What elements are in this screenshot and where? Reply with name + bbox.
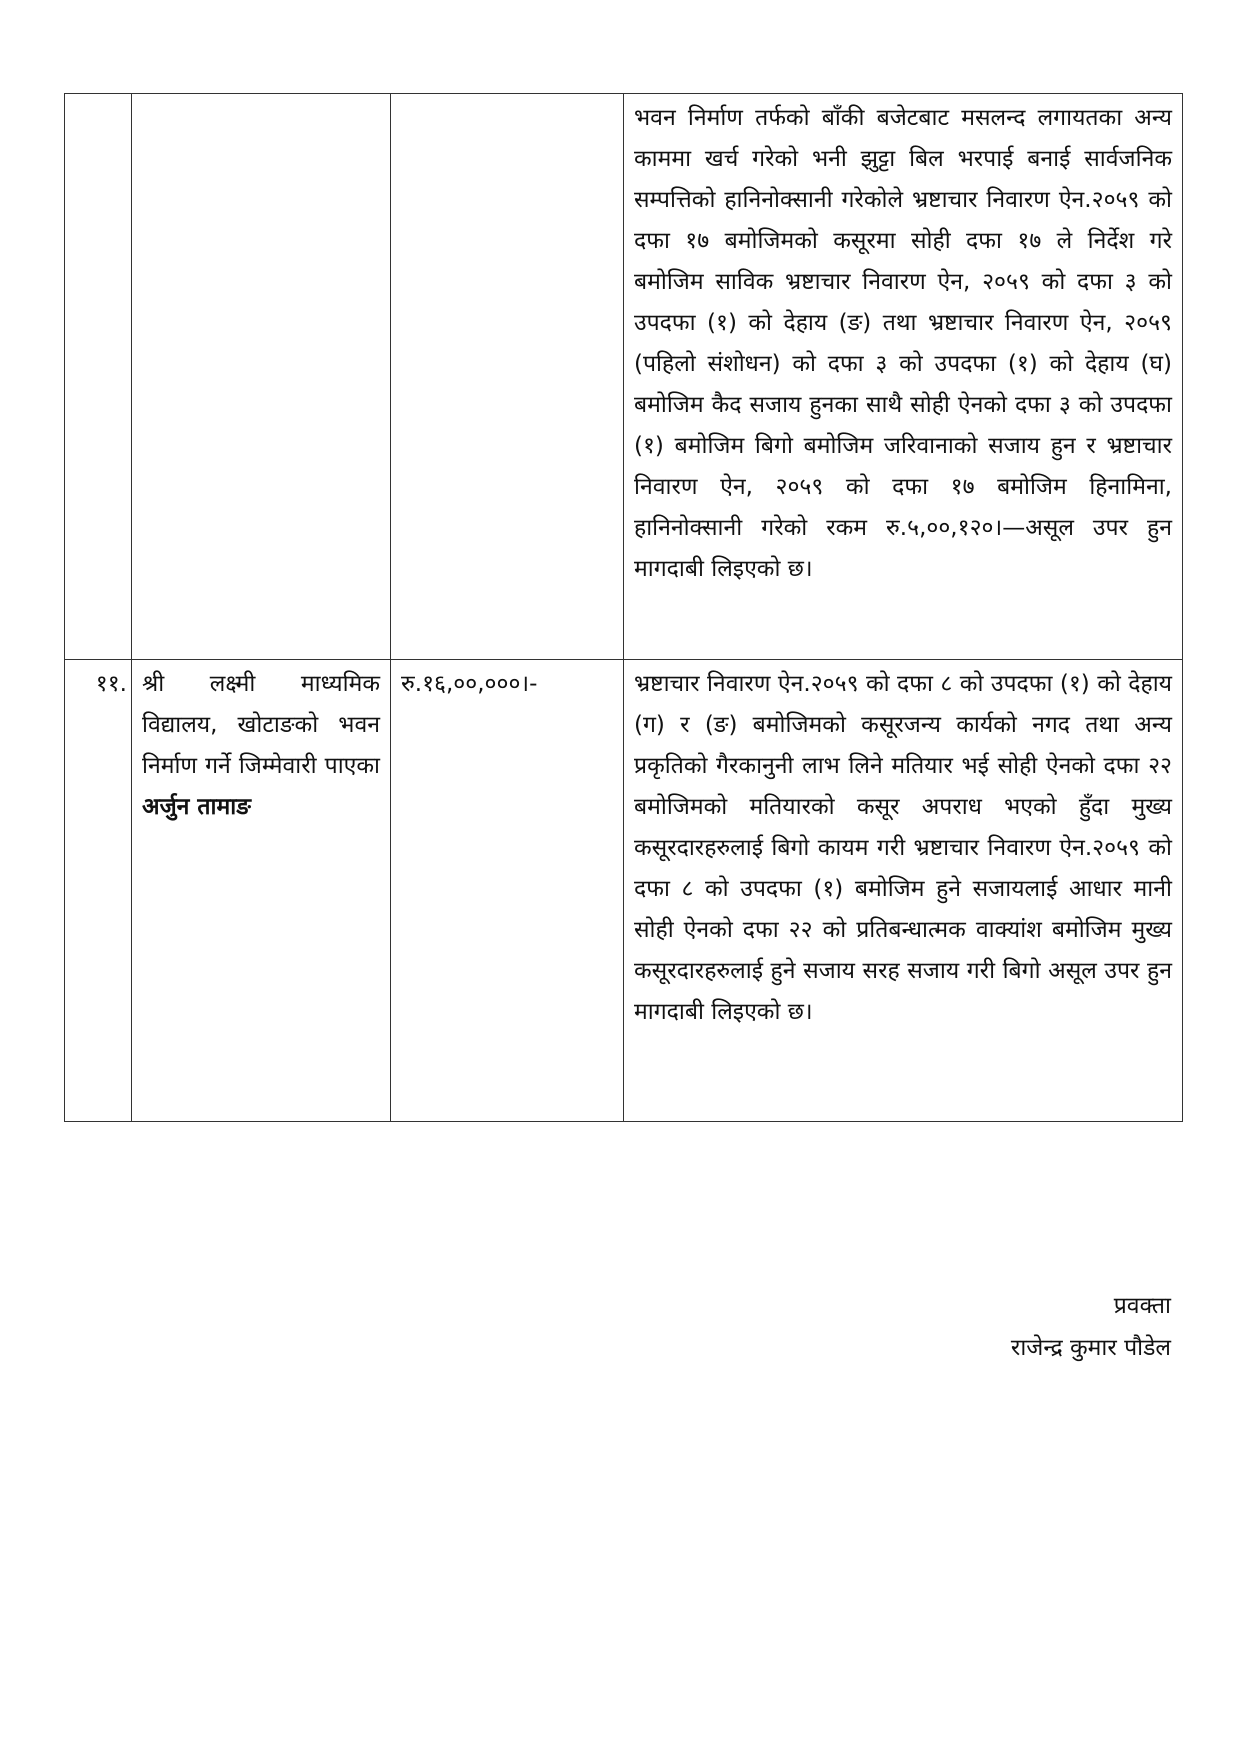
serial-cell: ११. — [65, 660, 132, 1122]
signature-block — [1011, 1285, 1171, 1369]
accused-cell — [132, 660, 391, 1122]
accused-name: अर्जुन तामाङ — [142, 794, 251, 820]
accused-cell — [132, 94, 391, 660]
claim-cell: भवन निर्माण तर्फको बाँकी बजेटबाट मसलन्द लगायतका अन्य काममा खर्च गरेको भनी झुट्टा बिल भरपाई बनाई सार्वजनिक सम्पत्तिको हानिनोक्सानी गरेकोले भ्रष्टाचार निवारण ऐन.२०५९ को दफा १७ बमोजिमको कसूरमा सोही दफा १७ ले निर्देश गरे बमोजिम साविक भ्रष्टाचार निवारण ऐन, २०५९ को दफा ३ को उपदफा (१) को देहाय (ङ) तथा भ्रष्टाचार निवारण ऐन, २०५९ (पहिलो संशोधन) को दफा ३ को उपदफा (१) को देहाय (घ) बमोजिम कैद सजाय हुनका साथै सोही ऐनको दफा ३ को उपदफा (१) बमोजिम बिगो बमोजिम जरिवानाको सजाय हुन र भ्रष्टाचार निवारण ऐन, २०५९ को दफा १७ बमोजिम हिनामिना, हानिनोक्सानी गरेको रकम रु.५,००,१२०।—असूल उपर हुन मागदाबी लिइएको छ। — [624, 94, 1183, 660]
signature-name: राजेन्द्र कुमार पौडेल — [1010, 1335, 1171, 1361]
serial-cell — [65, 94, 132, 660]
accused-text: श्री लक्ष्मी माध्यमिक विद्यालय, खोटाङको भवन निर्माण गर्ने जिम्मेवारी पाएका — [142, 671, 380, 779]
claim-cell: भ्रष्टाचार निवारण ऐन.२०५९ को दफा ८ को उपदफा (१) को देहाय (ग) र (ङ) बमोजिमको कसूरजन्य कार्यको नगद तथा अन्य प्रकृतिको गैरकानुनी लाभ लिने मतियार भई सोही ऐनको दफा २२ बमोजिमको मतियारको कसूर अपराध भएको हुँदा मुख्य कसूरदारहरुलाई बिगो कायम गरी भ्रष्टाचार निवारण ऐन.२०५९ को दफा ८ को उपदफा (१) बमोजिम हुने सजायलाई आधार मानी सोही ऐनको दफा २२ को प्रतिबन्धात्मक वाक्यांश बमोजिम मुख्य कसूरदारहरुलाई हुने सजाय सरह सजाय गरी बिगो असूल उपर हुन मागदाबी लिइएको छ। — [624, 660, 1183, 1122]
amount-cell — [391, 94, 624, 660]
case-table — [64, 93, 1183, 1122]
table-row — [65, 94, 1183, 660]
amount-cell: रु.१६,००,०००।- — [391, 660, 624, 1122]
signature-title: प्रवक्ता — [1113, 1293, 1171, 1319]
table-row — [65, 660, 1183, 1122]
